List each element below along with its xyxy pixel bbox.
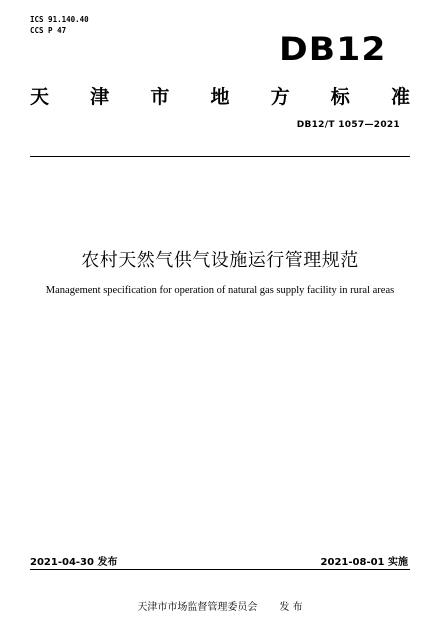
publisher-line [0, 598, 440, 613]
bottom-divider [30, 569, 410, 570]
ics-code: ICS 91.140.40 [30, 15, 89, 24]
standard-type-char: 准 [390, 86, 410, 108]
standard-logo: DB12 [278, 30, 386, 68]
standard-type-char: 天 [30, 86, 50, 108]
standard-type-char: 方 [270, 86, 290, 108]
title-chinese: 农村天然气供气设施运行管理规范 [81, 250, 359, 271]
release-date: 2021-04-30 发布 [30, 557, 118, 568]
standard-type-char: 津 [90, 86, 110, 108]
standard-type-char: 市 [150, 86, 170, 108]
ccs-code: CCS P 47 [30, 26, 67, 35]
publish-word: 发 布 [279, 602, 303, 613]
publisher-name: 天津市市场监督管理委员会 [137, 602, 258, 613]
standard-number: DB12/T 1057—2021 [296, 120, 400, 130]
implement-date: 2021-08-01 实施 [320, 557, 408, 568]
classification-codes [30, 14, 89, 36]
standard-type-char: 标 [330, 86, 350, 108]
standard-type [30, 82, 410, 109]
standard-type-char: 地 [210, 86, 230, 108]
top-divider [30, 156, 410, 157]
title-english: Management specification for operation of natural gas supply facility in rural areas [45, 285, 395, 296]
